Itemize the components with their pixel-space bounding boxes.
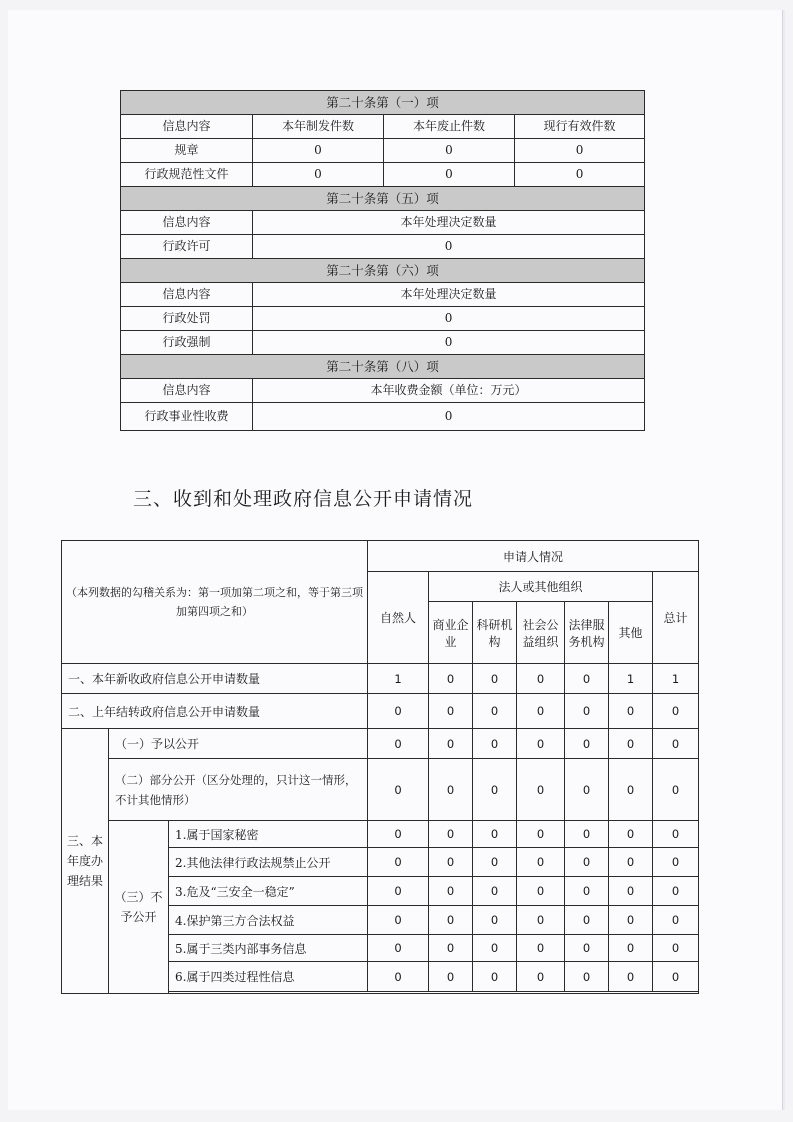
cell-value: 0 (368, 821, 429, 848)
cell-value: 0 (653, 906, 699, 935)
cell-value: 0 (653, 821, 699, 848)
row-label: 行政许可 (121, 235, 253, 259)
row-label: 信息内容 (121, 211, 253, 235)
cell-value: 0 (368, 962, 429, 992)
cell-value: 0 (429, 694, 473, 729)
org-type-header: 社会公益组织 (517, 602, 565, 664)
cell-value: 0 (609, 729, 653, 759)
section-title: 第二十条第（八）项 (121, 355, 645, 379)
cell-value: 0 (368, 877, 429, 906)
cell-value: 0 (653, 694, 699, 729)
section-title: 第二十条第（一）项 (121, 91, 645, 115)
cell-value: 0 (609, 935, 653, 962)
org-type-header: 科研机构 (473, 602, 517, 664)
cell-value: 0 (473, 664, 517, 694)
cell-value: 0 (517, 962, 565, 992)
cell-value: 0 (517, 906, 565, 935)
natural-person-header: 自然人 (368, 572, 429, 664)
cell-value: 0 (368, 729, 429, 759)
cell-value: 0 (565, 664, 609, 694)
column-header: 现行有效件数 (515, 115, 645, 139)
row-partial-label: （二）部分公开（区分处理的，只计这一情形，不计其他情形） (109, 759, 368, 821)
row-label: 行政强制 (121, 331, 253, 355)
cell-value: 0 (429, 821, 473, 848)
cell-value: 0 (517, 877, 565, 906)
group3-label: 三、本年度办理结果 (62, 729, 109, 994)
cell-value: 0 (653, 877, 699, 906)
section-heading: 三、收到和处理政府信息公开申请情况 (133, 488, 474, 510)
cell-value: 0 (473, 821, 517, 848)
cell-value: 0 (429, 759, 473, 821)
total-header: 总计 (653, 572, 699, 664)
row-label: 规章 (121, 139, 253, 163)
cell-value: 1 (653, 664, 699, 694)
cell-value: 0 (565, 694, 609, 729)
cell-value: 0 (565, 877, 609, 906)
cell-value: 0 (517, 664, 565, 694)
cell-value: 0 (429, 935, 473, 962)
cell-value: 0 (473, 848, 517, 877)
column-header: 本年收费金额（单位：万元） (253, 379, 645, 403)
cell-value: 0 (515, 139, 645, 163)
cell-value: 0 (368, 848, 429, 877)
cell-value: 0 (368, 694, 429, 729)
row-label: 信息内容 (121, 379, 253, 403)
cell-value: 0 (253, 163, 384, 187)
reconciliation-note: （本列数据的勾稽关系为：第一项加第二项之和，等于第三项加第四项之和） (62, 541, 368, 664)
cell-value: 0 (609, 962, 653, 992)
row-open-label: （一）予以公开 (109, 729, 368, 759)
legal-org-header: 法人或其他组织 (429, 572, 653, 602)
column-header: 信息内容 (121, 115, 253, 139)
cell-value: 0 (609, 759, 653, 821)
cell-value: 0 (565, 962, 609, 992)
row-label: 2.其他法律行政法规禁止公开 (169, 848, 368, 877)
cell-value: 0 (565, 759, 609, 821)
cell-value: 0 (429, 962, 473, 992)
column-header: 本年废止件数 (384, 115, 515, 139)
cell-value: 0 (473, 694, 517, 729)
cell-value: 0 (517, 848, 565, 877)
cell-value: 0 (384, 163, 515, 187)
row-label: 1.属于国家秘密 (169, 821, 368, 848)
cell-value: 0 (473, 962, 517, 992)
cell-value: 0 (473, 729, 517, 759)
column-header: 本年处理决定数量 (253, 211, 645, 235)
cell-value: 1 (609, 664, 653, 694)
row-label: 行政处罚 (121, 307, 253, 331)
cell-value: 0 (253, 307, 645, 331)
row-label: 4.保护第三方合法权益 (169, 906, 368, 935)
column-header: 本年处理决定数量 (253, 283, 645, 307)
cell-value: 0 (368, 759, 429, 821)
cell-value: 0 (429, 848, 473, 877)
cell-value: 0 (565, 848, 609, 877)
cell-value: 0 (515, 163, 645, 187)
cell-value: 0 (429, 906, 473, 935)
cell-value: 0 (384, 139, 515, 163)
cell-value: 0 (253, 139, 384, 163)
cell-value: 0 (653, 962, 699, 992)
row-new-label: 一、本年新收政府信息公开申请数量 (62, 664, 368, 694)
cell-value: 0 (609, 877, 653, 906)
cell-value: 0 (368, 935, 429, 962)
row-label: 3.危及“三安全一稳定” (169, 877, 368, 906)
cell-value: 0 (517, 694, 565, 729)
cell-value: 0 (653, 759, 699, 821)
disclosure-requests-table (61, 540, 699, 994)
row-label: 5.属于三类内部事务信息 (169, 935, 368, 962)
row-label: 信息内容 (121, 283, 253, 307)
cell-value: 1 (368, 664, 429, 694)
cell-value: 0 (653, 935, 699, 962)
cell-value: 0 (653, 848, 699, 877)
cell-value: 0 (609, 848, 653, 877)
not-open-label: （三）不予公开 (109, 821, 169, 994)
applicant-header: 申请人情况 (368, 541, 699, 572)
row-label: 行政事业性收费 (121, 403, 253, 431)
cell-value: 0 (368, 906, 429, 935)
cell-value: 0 (473, 935, 517, 962)
cell-value: 0 (473, 877, 517, 906)
cell-value: 0 (429, 877, 473, 906)
cell-value: 0 (517, 821, 565, 848)
cell-value: 0 (517, 729, 565, 759)
column-header: 本年制发件数 (253, 115, 384, 139)
row-label: 行政规范性文件 (121, 163, 253, 187)
org-type-header: 商业企业 (429, 602, 473, 664)
cell-value: 0 (609, 821, 653, 848)
cell-value: 0 (517, 759, 565, 821)
row-carry-label: 二、上年结转政府信息公开申请数量 (62, 694, 368, 729)
regulation-stats-table (120, 90, 645, 431)
cell-value: 0 (473, 906, 517, 935)
cell-value: 0 (609, 694, 653, 729)
cell-value: 0 (653, 729, 699, 759)
cell-value: 0 (429, 664, 473, 694)
org-type-header: 法律服务机构 (565, 602, 609, 664)
cell-value: 0 (253, 403, 645, 431)
cell-value: 0 (253, 235, 645, 259)
cell-value: 0 (253, 331, 645, 355)
section-title: 第二十条第（六）项 (121, 259, 645, 283)
section-title: 第二十条第（五）项 (121, 187, 645, 211)
cell-value: 0 (565, 906, 609, 935)
row-label: 6.属于四类过程性信息 (169, 962, 368, 992)
org-type-header: 其他 (609, 602, 653, 664)
cell-value: 0 (609, 906, 653, 935)
cell-value: 0 (565, 729, 609, 759)
cell-value: 0 (565, 935, 609, 962)
cell-value: 0 (517, 935, 565, 962)
cell-value: 0 (565, 821, 609, 848)
cell-value: 0 (473, 759, 517, 821)
cell-value: 0 (429, 729, 473, 759)
